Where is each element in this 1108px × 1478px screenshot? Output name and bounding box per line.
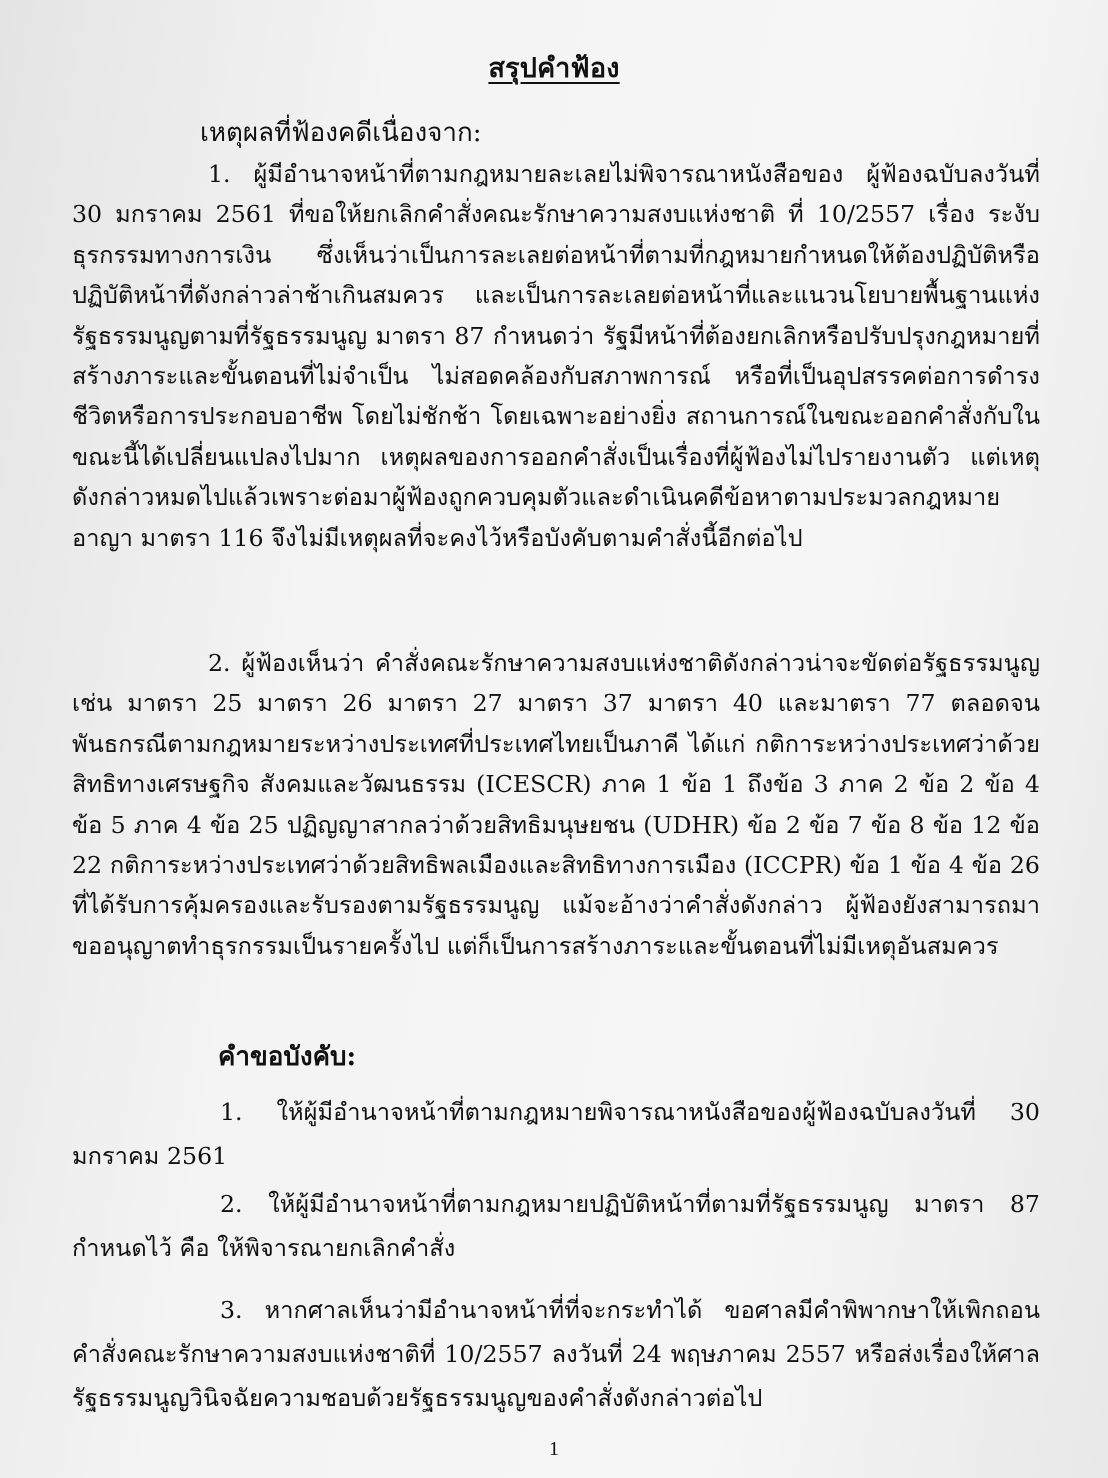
reasons-heading: เหตุผลที่ฟ้องคดีเนื่องจาก: [200, 118, 482, 148]
request-paragraph-2: 2. ให้ผู้มีอำนาจหน้าที่ตามกฎหมายปฏิบัติหน้าที่ตามที่รัฐธรรมนูญ มาตรา 87 กำหนดไว้ คือ ให้พิจารณายกเลิกคำสั่ง [72, 1190, 1040, 1262]
request-paragraph-1: 1. ให้ผู้มีอำนาจหน้าที่ตามกฎหมายพิจารณาหนังสือของผู้ฟ้องฉบับลงวันที่ 30 มกราคม 2561 [72, 1098, 1040, 1170]
reason-paragraph-1: 1. ผู้มีอำนาจหน้าที่ตามกฎหมายละเลยไม่พิจารณาหนังสือของ ผู้ฟ้องฉบับลงวันที่ 30 มกราคม 2561 ที่ขอให้ยกเลิกคำสั่งคณะรักษาความสงบแห่งชาติ ที่ 10/2557 เรื่อง ระงับธุรกรรมทางการเงิน ซึ่งเห็นว่าเป็นการละเลยต่อหน้าที่ตามที่กฎหมายกำหนดให้ต้องปฏิบัติหรือปฏิบัติหน้าที่ดังกล่าวล่าช้าเกินสมควร และเป็นการละเลยต่อหน้าที่และแนวนโยบายพื้นฐานแห่งรัฐธรรมนูญตามที่รัฐธรรมนูญ มาตรา 87 กำหนดว่า รัฐมีหน้าที่ต้องยกเลิกหรือปรับปรุงกฎหมายที่สร้างภาระและขั้นตอนที่ไม่จำเป็น ไม่สอดคล้องกับสภาพการณ์ หรือที่เป็นอุปสรรคต่อการดำรงชีวิตหรือการประกอบอาชีพ โดยไม่ชักช้า โดยเฉพาะอย่างยิ่ง สถานการณ์ในขณะออกคำสั่งกับในขณะนี้ได้เปลี่ยนแปลงไปมาก เหตุผลของการออกคำสั่งเป็นเรื่องที่ผู้ฟ้องไม่ไปรายงานตัว แต่เหตุดังกล่าวหมดไปแล้วเพราะต่อมาผู้ฟ้องถูกควบคุมตัวและดำเนินคดีข้อหาตามประมวลกฎหมายอาญา มาตรา 116 จึงไม่มีเหตุผลที่จะคงไว้หรือบังคับตามคำสั่งนี้อีกต่อไป [72, 160, 1040, 552]
document-title: สรุปคำฟ้อง [488, 53, 620, 84]
reason-paragraph-2: 2. ผู้ฟ้องเห็นว่า คำสั่งคณะรักษาความสงบแห่งชาติดังกล่าวน่าจะขัดต่อรัฐธรรมนูญ เช่น มาตรา 25 มาตรา 26 มาตรา 27 มาตรา 37 มาตรา 40 และมาตรา 77 ตลอดจนพันธกรณีตามกฎหมายระหว่างประเทศที่ประเทศไทยเป็นภาคี ได้แก่ กติการะหว่างประเทศว่าด้วยสิทธิทางเศรษฐกิจ สังคมและวัฒนธรรม (ICESCR) ภาค 1 ข้อ 1 ถึงข้อ 3 ภาค 2 ข้อ 2 ข้อ 4 ข้อ 5 ภาค 4 ข้อ 25 ปฏิญญาสากลว่าด้วยสิทธิมนุษยชน (UDHR) ข้อ 2 ข้อ 7 ข้อ 8 ข้อ 12 ข้อ 22 กติการะหว่างประเทศว่าด้วยสิทธิพลเมืองและสิทธิทางการเมือง (ICCPR) ข้อ 1 ข้อ 4 ข้อ 26 ที่ได้รับการคุ้มครองและรับรองตามรัฐธรรมนูญ แม้จะอ้างว่าคำสั่งดังกล่าว ผู้ฟ้องยังสามารถมาขออนุญาตทำธุรกรรมเป็นรายครั้งไป แต่ก็เป็นการสร้างภาระและขั้นตอนที่ไม่มีเหตุอันสมควร [72, 649, 1040, 960]
request-paragraph-3: 3. หากศาลเห็นว่ามีอำนาจหน้าที่ที่จะกระทำได้ ขอศาลมีคำพิพากษาให้เพิกถอนคำสั่งคณะรักษาความสงบแห่งชาติที่ 10/2557 ลงวันที่ 24 พฤษภาคม 2557 หรือส่งเรื่องให้ศาลรัฐธรรมนูญวินิจฉัยความชอบด้วยรัฐธรรมนูญของคำสั่งดังกล่าวต่อไป [72, 1296, 1040, 1412]
requests-heading: คำขอบังคับ: [218, 1042, 357, 1072]
page-number: 1 [549, 1438, 559, 1460]
